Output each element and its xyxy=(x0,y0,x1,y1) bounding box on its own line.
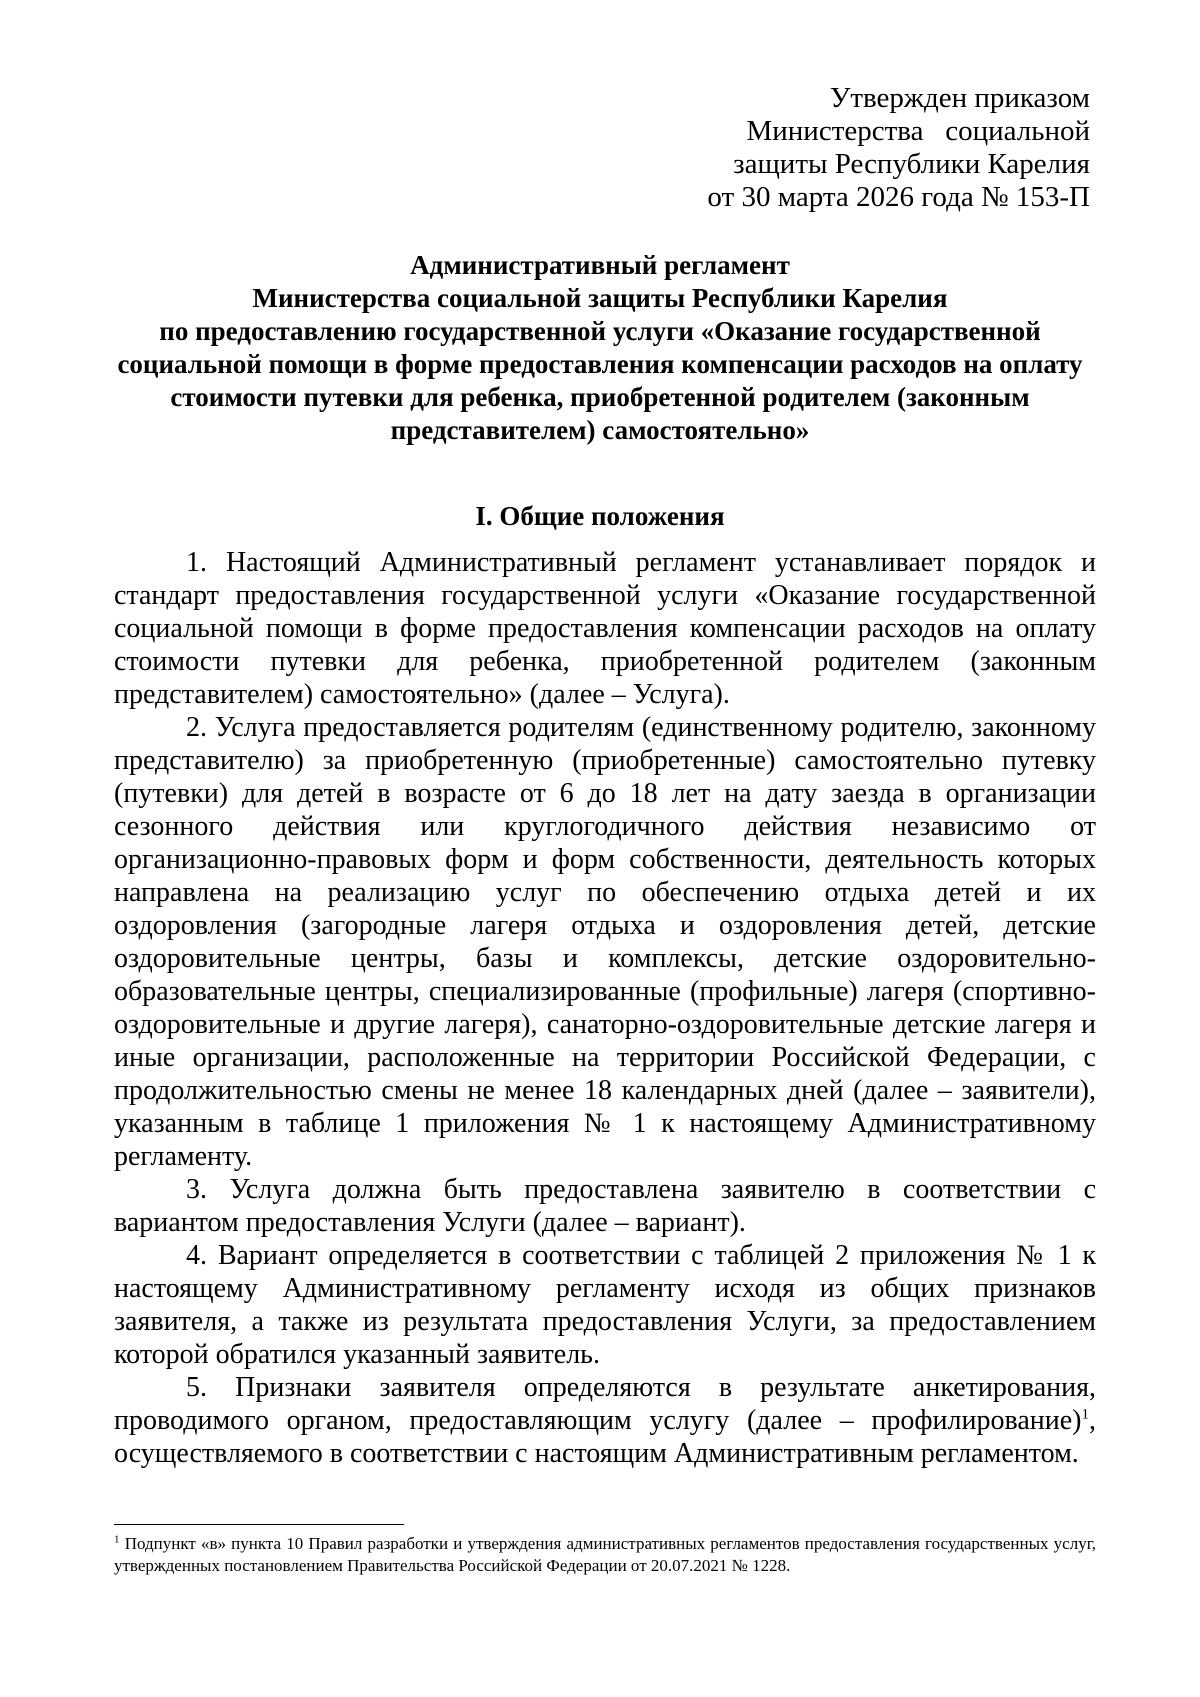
paragraph-text: Настоящий Административный регламент устанавливает порядок и стандарт предоставления государственной услуги «Оказание государственной социальной помощи в форме предоставления компенсации расходов на оплату стоимости путевки для ребенка, приобретенной родителем (законным представителем) самостоятельно» (далее – Услуга). xyxy=(114,547,1097,710)
title-line: по предоставлению государственной услуги «Оказание государственной xyxy=(159,316,1041,346)
approval-stamp-block xyxy=(670,82,1090,214)
paragraph-2 xyxy=(114,711,1096,1173)
paragraph-number: 5. xyxy=(186,1372,207,1403)
title-line: представителем) самостоятельно» xyxy=(390,415,810,445)
footnote-marker: 1 xyxy=(114,1533,120,1546)
paragraph-text: Услуга должна быть предоставлена заявителю в соответствии с вариантом предоставления Услуги (далее – вариант). xyxy=(114,1174,1097,1238)
paragraph-text: Услуга предоставляется родителям (единственному родителю, законному представителю) за приобретенную (приобретенные) самостоятельно путевку (путевки) для детей в возрасте от 6 до 18 лет на дату заезда в организации сезонного действия или круглогодичного действия независимо от организационно-правовых форм и форм собственности, деятельность которых направлена на реализацию услуг по обеспечению отдыха детей и их оздоровления (загородные лагеря отдыха и оздоровления детей, детские оздоровительные центры, базы и комплексы, детские оздоровительно-образовательные центры, специализированные (профильные) лагеря (спортивно-оздоровительные и другие лагеря), санаторно-оздоровительные детские лагеря и иные организации, расположенные на территории Российской Федерации, с продолжительностью смены не менее 18 календарных дней (далее – заявители), указанным в таблице 1 приложения № 1 к настоящему Административному регламенту. xyxy=(114,712,1097,1172)
paragraph-text: , осуществляемого в соответствии с настоящим Административным регламентом. xyxy=(114,1405,1096,1469)
paragraph-1 xyxy=(114,546,1096,711)
title-line: Министерства социальной защиты Республики Карелия xyxy=(252,283,948,313)
approval-line: защиты Республики Карелия xyxy=(733,148,1090,180)
footnote-text: Подпункт «в» пункта 10 Правил разработки и утверждения административных регламентов предоставления государственных услуг, утвержденных постановлением Правительства Российской Федерации от 20.07.2021 № 1228. xyxy=(114,1534,1097,1575)
section-heading: I. Общие положения xyxy=(475,501,725,531)
approval-line: от 30 марта 2026 года № 153-П xyxy=(707,181,1090,213)
paragraph-number: 3. xyxy=(186,1174,207,1205)
document-body xyxy=(114,546,1096,1470)
paragraph-text: Признаки заявителя определяются в результате анкетирования, проводимого органом, предоставляющим услугу (далее – профилирование) xyxy=(114,1372,1097,1436)
paragraph-3 xyxy=(114,1173,1096,1239)
title-line: стоимости путевки для ребенка, приобретенной родителем (законным xyxy=(170,382,1030,412)
paragraph-5 xyxy=(114,1371,1096,1470)
paragraph-number: 1. xyxy=(186,547,207,578)
paragraph-4 xyxy=(114,1239,1096,1371)
title-line: Административный регламент xyxy=(410,250,790,280)
footnote-reference[interactable]: 1 xyxy=(1081,1406,1089,1423)
title-line: социальной помощи в форме предоставления компенсации расходов на оплату xyxy=(117,349,1083,379)
footnote-divider xyxy=(114,1524,404,1525)
paragraph-text: Вариант определяется в соответствии с таблицей 2 приложения № 1 к настоящему Административному регламенту исходя из общих признаков заявителя, а также из результата предоставления Услуги, за предоставлением которой обратился указанный заявитель. xyxy=(114,1240,1097,1370)
approval-line: Министерства социальной xyxy=(746,115,1090,147)
paragraph-number: 4. xyxy=(186,1240,207,1271)
footnote xyxy=(114,1533,1096,1577)
paragraph-number: 2. xyxy=(186,712,207,743)
approval-line: Утвержден приказом xyxy=(829,82,1090,114)
document-title xyxy=(110,249,1090,447)
